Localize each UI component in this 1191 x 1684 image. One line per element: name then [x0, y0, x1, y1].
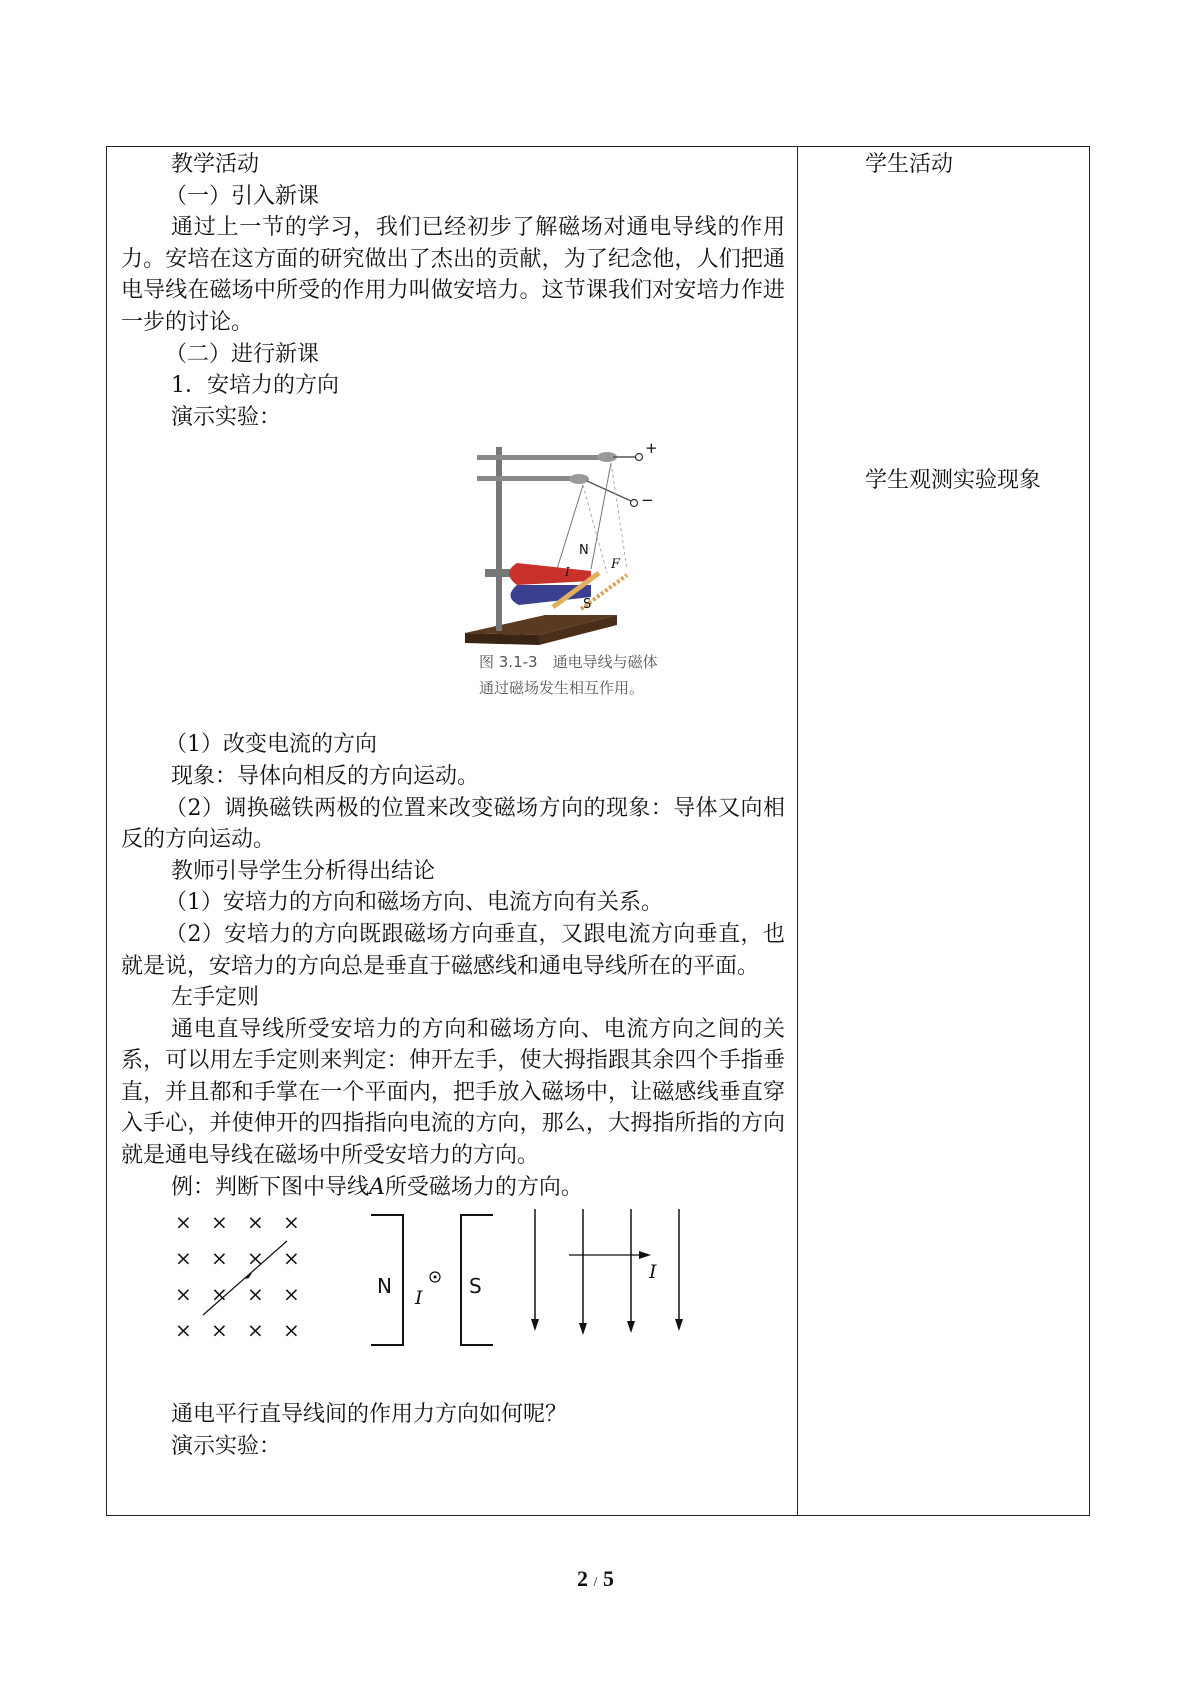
diagram-magnet-poles — [369, 1211, 509, 1351]
cross-symbol: × — [247, 1282, 264, 1307]
magnet-s-label: S — [583, 597, 592, 613]
cross-symbol: × — [247, 1246, 264, 1271]
teaching-heading: 教学活动 — [171, 152, 260, 177]
magnet-n-label: N — [579, 543, 589, 559]
demo-label-2: 演示实验： — [171, 1433, 282, 1459]
left-hand-rule-title: 左手定则 — [171, 985, 260, 1011]
force-f-label: F — [611, 557, 621, 573]
cross-symbol: × — [211, 1246, 228, 1271]
change-magnet-poles: （2）调换磁铁两极的位置来改变磁场方向的现象：导体又向相反的方向运动。 — [121, 795, 785, 853]
cross-symbol: × — [175, 1210, 192, 1235]
page-number — [0, 1566, 1191, 1592]
page-current: 2 — [577, 1566, 589, 1591]
section-new-lesson-heading: （二）进行新课 — [165, 341, 320, 367]
cross-symbol: × — [247, 1318, 264, 1343]
student-observe: 学生观测实验现象 — [865, 468, 1042, 493]
cross-symbol: × — [283, 1282, 300, 1307]
current-i-label: I — [415, 1287, 423, 1310]
conclusion-1: （1）安培力的方向和磁场方向、电流方向有关系。 — [165, 890, 663, 916]
page-separator: / — [593, 1575, 598, 1590]
phenomenon-text: 现象：导体向相反的方向运动。 — [171, 763, 480, 789]
current-i-label: I — [649, 1261, 657, 1284]
cross-symbol: × — [175, 1246, 192, 1271]
terminal-plus-label: + — [645, 439, 658, 458]
student-heading: 学生活动 — [865, 152, 954, 177]
experiment-figure — [121, 433, 785, 729]
page-total: 5 — [602, 1566, 614, 1591]
change-current-direction: （1）改变电流的方向 — [165, 732, 377, 758]
cross-symbol: × — [283, 1318, 300, 1343]
experiment-apparatus-illustration — [121, 433, 785, 653]
conclusion-2: （2）安培力的方向既跟磁场方向垂直，又跟电流方向垂直，也就是说，安培力的方向总是垂直于磁感线和通电导线所在的平面。 — [121, 921, 785, 979]
cross-symbol: × — [211, 1318, 228, 1343]
student-activity-column — [807, 149, 1077, 493]
cross-symbol: × — [211, 1282, 228, 1307]
teaching-activity-column — [121, 149, 785, 1462]
cross-symbol: × — [283, 1246, 300, 1271]
cross-symbol: × — [175, 1318, 192, 1343]
left-hand-rule-text: 通电直导线所受安培力的方向和磁场方向、电流方向之间的关系，可以用左手定则来判定：伸开左手，使大拇指跟其余四个手指垂直，并且都和手掌在一个平面内，把手放入磁场中，让磁感线垂直穿入手心，并使伸开的四指指向电流的方向，那么，大拇指所指的方向就是通电导线在磁场中所受安培力的方向。 — [121, 1016, 785, 1169]
parallel-wires-question: 通电平行直导线间的作用力方向如何呢？ — [171, 1402, 568, 1428]
section-intro-heading: （一）引入新课 — [165, 183, 320, 209]
example-diagrams — [121, 1203, 785, 1399]
cross-symbol: × — [175, 1282, 192, 1307]
diagram-vertical-field — [525, 1207, 715, 1357]
point-ampere-direction: 1．安培力的方向 — [171, 373, 339, 399]
column-divider — [797, 147, 798, 1515]
example-question: 例：判断下图中导线A所受磁场力的方向。 — [171, 1174, 583, 1200]
figure-caption-line1: 图 3.1-3 通电导线与磁体 — [479, 653, 658, 672]
intro-paragraph: 通过上一节的学习，我们已经初步了解磁场对通电导线的作用力。安培在这方面的研究做出了杰出的贡献，为了纪念他，人们把通电导线在磁场中所受的作用力叫做安培力。这节课我们对安培力作进一步的讨论。 — [121, 215, 785, 335]
terminal-minus-label: − — [641, 491, 654, 510]
lesson-table — [106, 146, 1090, 1516]
current-i-label: I — [565, 565, 570, 580]
pole-n-label: N — [377, 1274, 392, 1299]
demo-label: 演示实验： — [171, 404, 282, 430]
cross-symbol: × — [247, 1210, 264, 1235]
wire-a-var: A — [369, 1174, 385, 1200]
pole-s-label: S — [469, 1274, 482, 1299]
teacher-guide: 教师引导学生分析得出结论 — [171, 858, 436, 884]
cross-symbol: × — [283, 1210, 300, 1235]
figure-caption — [479, 649, 658, 701]
diagram-cross-field — [165, 1207, 315, 1347]
figure-caption-line2: 通过磁场发生相互作用。 — [479, 679, 645, 698]
cross-symbol: × — [211, 1210, 228, 1235]
